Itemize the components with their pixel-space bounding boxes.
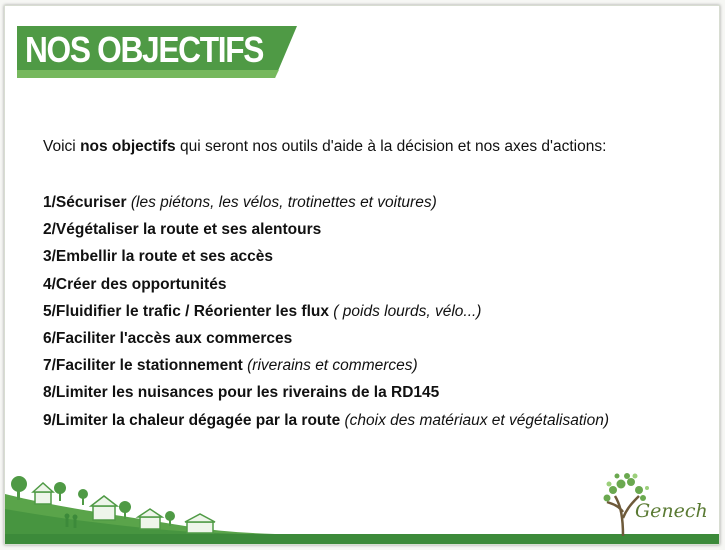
objective-note: ( poids lourds, vélo...) [328, 302, 482, 320]
objective-item [43, 382, 609, 409]
objective-item [43, 274, 609, 301]
objective-note: (les piétons, les vélos, trotinettes et voitures) [126, 194, 437, 211]
intro-after: qui seront nos outils d'aide à la décision et nos axes d'actions: [175, 138, 607, 155]
objective-main: 4/Créer des opportunités [43, 275, 227, 293]
objective-main: 6/Faciliter l'accès aux commerces [43, 329, 293, 347]
objective-item [43, 355, 609, 382]
objective-item [43, 192, 609, 219]
objective-main: 8/Limiter les nuisances pour les riverains de la RD145 [43, 384, 440, 402]
logo-text: Genech [635, 500, 708, 522]
intro-before: Voici [43, 138, 81, 155]
objective-main: 9/Limiter la chaleur dégagée par la route [43, 411, 341, 429]
objective-item [43, 219, 609, 246]
objective-main: 2/Végétaliser la route et ses alentours [43, 221, 322, 239]
objective-main: 7/Faciliter le stationnement [43, 357, 243, 375]
objective-main: 5/Fluidifier le trafic / Réorienter les flux [43, 302, 329, 320]
objective-main: 3/Embellir la route et ses accès [43, 248, 274, 266]
slide [4, 5, 720, 545]
genech-logo [601, 468, 711, 538]
title-banner [17, 26, 297, 78]
intro-text [43, 138, 606, 156]
objective-note: (riverains et commerces) [242, 357, 418, 375]
objective-main: 1/Sécuriser [43, 194, 127, 211]
objective-item [43, 410, 609, 437]
objective-item [43, 246, 609, 273]
intro-bold: nos objectifs [80, 138, 176, 155]
page-title: NOS OBJECTIFS [25, 29, 264, 70]
objective-item [43, 301, 609, 328]
objective-item [43, 328, 609, 355]
objectives-list [43, 192, 609, 437]
objective-note: (choix des matériaux et végétalisation) [340, 411, 609, 429]
